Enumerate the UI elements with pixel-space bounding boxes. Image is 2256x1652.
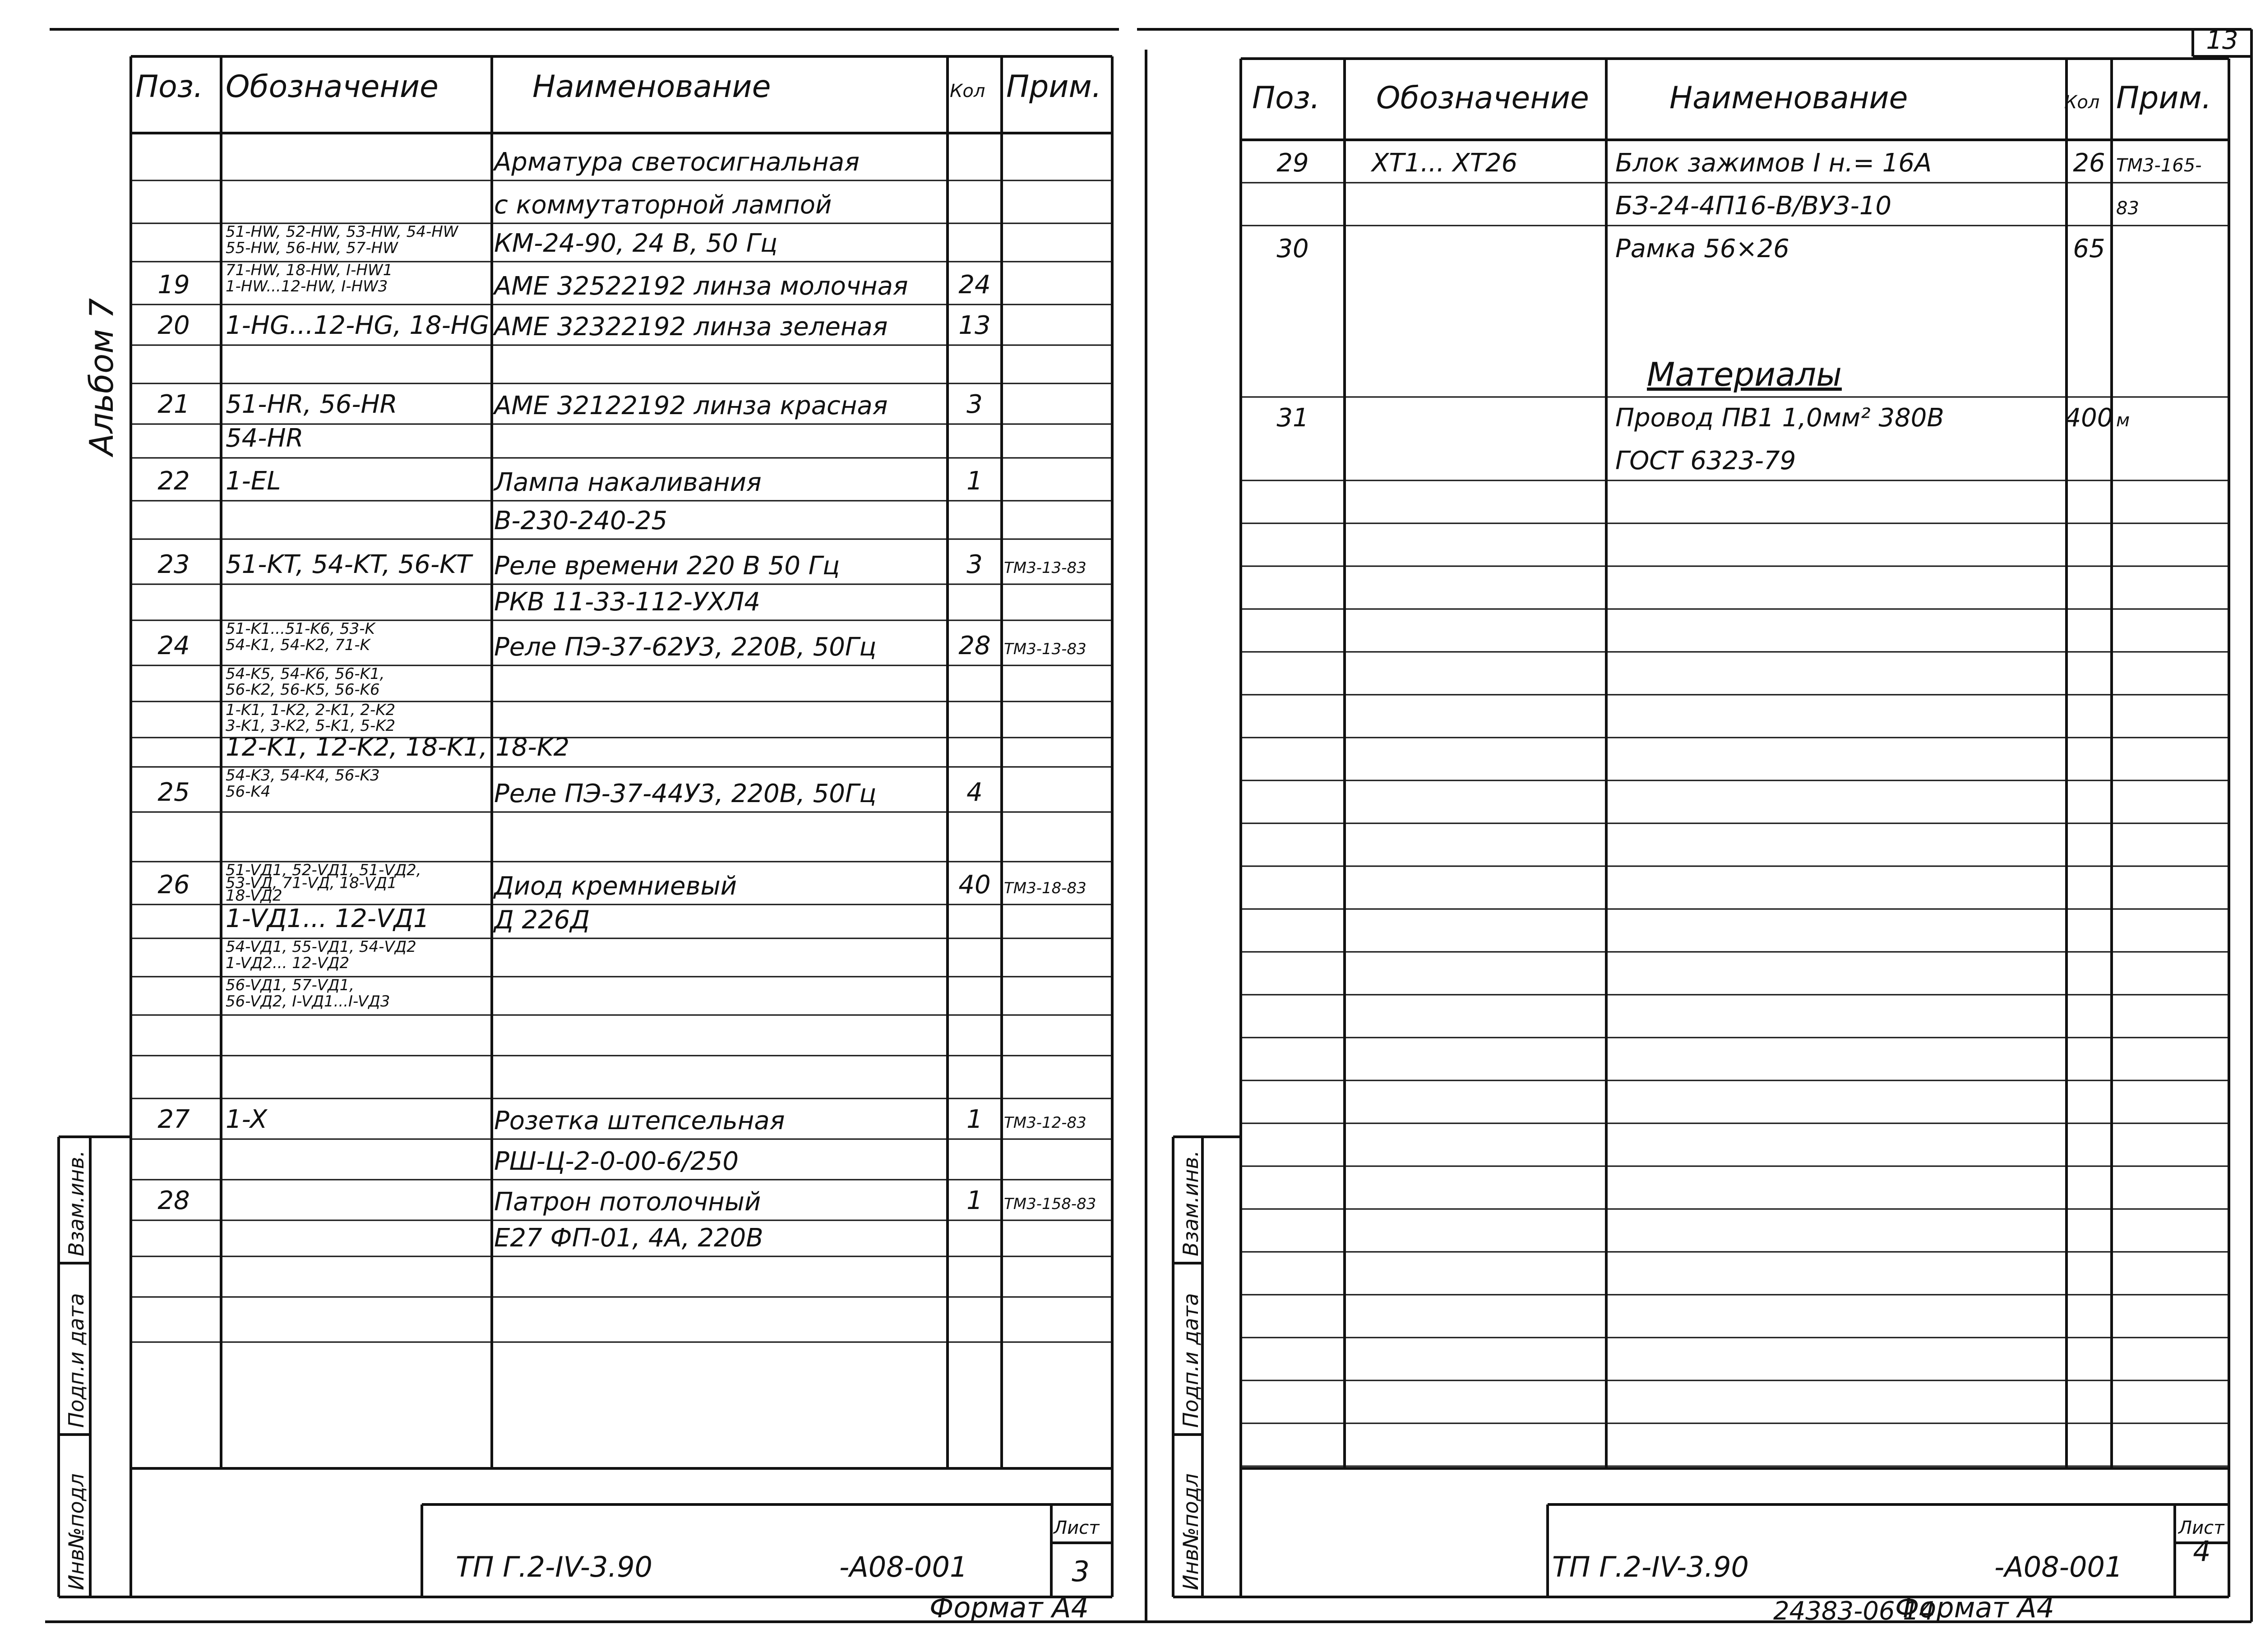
row-designation: 1-VД1... 12-VД1 (226, 904, 430, 933)
header-designation: Обозначение (1376, 80, 1589, 116)
doc-code: ТП Г.2-IV-3.90 (1552, 1550, 1749, 1583)
row-designation: 71-HW, 18-HW, I-HW1 (226, 261, 393, 279)
row-name: AME 32522192 линза молочная (494, 272, 908, 301)
doc-suffix: -А08-001 (1994, 1550, 2123, 1583)
row-pos: 29 (1276, 148, 1309, 178)
row-pos: 19 (157, 270, 190, 300)
row-designation: 3-K1, 3-K2, 5-K1, 5-K2 (226, 717, 396, 735)
row-designation: 1-VД2... 12-VД2 (226, 954, 350, 972)
sheet-number: 4 (2193, 1535, 2211, 1568)
row-name: ГОСТ 6323-79 (1615, 446, 1796, 475)
row-note: 83 (2116, 198, 2139, 219)
format-label: Формат А4 (929, 1591, 1089, 1624)
row-qty: 3 (966, 550, 983, 579)
row-name: Диод кремниевый (494, 872, 737, 901)
row-designation: 54-K1, 54-K2, 71-K (226, 636, 370, 654)
row-name: В-230-240-25 (494, 506, 668, 535)
doc-code: ТП Г.2-IV-3.90 (456, 1550, 652, 1583)
row-designation: 56-VД1, 57-VД1, (226, 976, 355, 994)
row-qty: 28 (958, 631, 991, 660)
row-name: Реле ПЭ-37-44У3, 220В, 50Гц (494, 779, 877, 808)
row-name: Патрон потолочный (494, 1187, 761, 1217)
row-designation: 53-VД, 71-VД, 18-VД1 (226, 874, 397, 892)
row-designation: 56-K4 (226, 783, 271, 801)
header-designation: Обозначение (226, 69, 439, 105)
row-designation: XT1... XT26 (1372, 148, 1518, 178)
side-label-vzam: Взам.инв. (64, 1150, 88, 1256)
row-designation: 51-HW, 52-HW, 53-HW, 54-HW (226, 223, 458, 241)
row-pos: 22 (157, 466, 190, 496)
row-qty: 13 (958, 311, 991, 340)
row-name: Реле времени 220 В 50 Гц (494, 551, 840, 581)
row-qty: 3 (966, 390, 983, 419)
row-note: ТМ3-165- (2116, 155, 2202, 176)
header-name: Наименование (1669, 80, 1908, 116)
row-designation: 51-VД1, 52-VД1, 51-VД2, (226, 861, 421, 879)
row-qty: 65 (2073, 234, 2105, 263)
row-note: ТМ3-158-83 (1004, 1195, 1096, 1213)
row-name: Рамка 56×26 (1615, 234, 1789, 263)
doc-suffix: -А08-001 (839, 1550, 968, 1583)
row-designation: 1-X (226, 1105, 268, 1134)
row-designation: 51-HR, 56-HR (226, 390, 398, 419)
side-label-podp: Подп.и дата (64, 1293, 88, 1428)
row-qty: 1 (966, 466, 983, 496)
row-name: AME 32322192 линза зеленая (494, 312, 888, 341)
row-name: РШ-Ц-2-0-00-6/250 (494, 1147, 739, 1176)
row-designation: 54-VД1, 55-VД1, 54-VД2 (226, 938, 416, 956)
archive-number: 24383-06 14 (1773, 1597, 1935, 1626)
row-qty: 1 (966, 1105, 983, 1134)
row-pos: 31 (1276, 403, 1309, 433)
row-name: с коммутаторной лампой (494, 190, 832, 220)
row-name: AME 32122192 линза красная (494, 391, 888, 420)
header-pos: Поз. (135, 69, 203, 105)
row-note: ТМ3-12-83 (1004, 1114, 1086, 1132)
row-pos: 27 (157, 1105, 190, 1134)
header-note: Прим. (2116, 80, 2212, 116)
row-designation: 51-KT, 54-KT, 56-KT (226, 550, 472, 579)
row-designation: 12-K1, 12-K2, 18-K1, 18-K2 (226, 733, 570, 762)
row-name: БЗ-24-4П16-В/ВУ3-10 (1615, 191, 1892, 221)
row-qty: 24 (958, 270, 991, 300)
row-name: Е27 ФП-01, 4А, 220В (494, 1223, 763, 1253)
format-label: Формат А4 (1895, 1591, 2055, 1624)
row-designation: 1-EL (226, 466, 281, 496)
row-pos: 20 (157, 311, 190, 340)
header-name: Наименование (532, 69, 771, 105)
row-note: ТМ3-13-83 (1004, 559, 1086, 577)
row-pos: 30 (1276, 234, 1309, 263)
row-qty: 1 (966, 1186, 983, 1215)
row-name: Блок зажимов I н.= 16А (1615, 148, 1932, 178)
header-note: Прим. (1006, 69, 1102, 105)
page-number: 13 (2206, 26, 2238, 55)
row-designation: 54-K3, 54-K4, 56-K3 (226, 766, 380, 784)
side-label-inv: Инв№подл (1179, 1473, 1203, 1590)
row-name: Д 226Д (494, 905, 590, 935)
row-note: ТМ3-13-83 (1004, 640, 1086, 658)
row-name: КМ-24-90, 24 В, 50 Гц (494, 229, 778, 258)
row-pos: 26 (157, 870, 190, 900)
album-label: Альбом 7 (83, 298, 120, 456)
header-qty: Кол (2064, 92, 2100, 113)
row-qty: 4 (966, 778, 983, 807)
row-note: м (2116, 410, 2130, 431)
row-designation: 56-VД2, I-VД1...I-VД3 (226, 992, 390, 1011)
row-designation: 56-K2, 56-K5, 56-K6 (226, 681, 380, 699)
row-designation: 18-VД2 (226, 886, 282, 905)
sheet-label: Лист (2178, 1518, 2224, 1538)
side-label-podp: Подп.и дата (1179, 1293, 1203, 1428)
row-pos: 21 (157, 390, 190, 419)
row-name: РКВ 11-33-112-УХЛ4 (494, 587, 760, 617)
row-qty: 26 (2073, 148, 2105, 178)
row-name: Реле ПЭ-37-62У3, 220В, 50Гц (494, 632, 877, 662)
row-qty: 400 (2065, 403, 2113, 433)
row-name: Лампа накаливания (494, 468, 762, 497)
row-qty: 40 (958, 870, 991, 900)
side-label-inv: Инв№подл (64, 1473, 88, 1590)
row-designation: 1-HW...12-HW, I-HW3 (226, 277, 388, 295)
row-designation: 1-K1, 1-K2, 2-K1, 2-K2 (226, 701, 396, 719)
row-designation: 1-HG...12-HG, 18-HG (226, 311, 490, 340)
row-note: ТМ3-18-83 (1004, 879, 1086, 897)
row-name: Розетка штепсельная (494, 1106, 785, 1135)
row-designation: 51-K1...51-K6, 53-K (226, 620, 375, 638)
row-designation: 54-HR (226, 424, 304, 453)
row-pos: 28 (157, 1186, 190, 1215)
row-pos: 24 (157, 631, 190, 660)
sheet-label: Лист (1054, 1518, 1100, 1538)
sheet-number: 3 (1072, 1555, 1090, 1588)
header-qty: Кол (950, 81, 985, 102)
side-label-vzam: Взам.инв. (1179, 1150, 1203, 1256)
row-designation: 55-HW, 56-HW, 57-HW (226, 239, 398, 257)
row-name: Арматура светосигнальная (494, 148, 860, 177)
row-name: Провод ПВ1 1,0мм² 380В (1615, 403, 1944, 433)
row-designation: 54-K5, 54-K6, 56-K1, (226, 665, 385, 683)
row-pos: 25 (157, 778, 190, 807)
header-pos: Поз. (1252, 80, 1320, 116)
section-title: Материалы (1647, 355, 1842, 393)
row-pos: 23 (157, 550, 190, 579)
